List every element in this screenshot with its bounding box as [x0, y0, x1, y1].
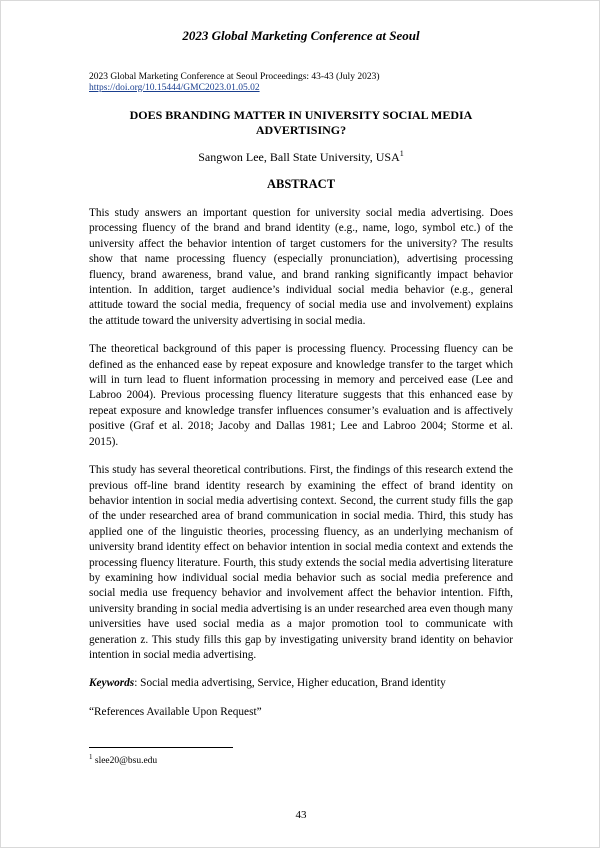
author-line — [89, 149, 513, 165]
abstract-paragraph-2: The theoretical background of this paper is processing fluency. Processing fluency can be defined as the enhanced ease by repeat exposure and knowledge transfer to the target which will in turn lead to fluent information processing in memory and perceived ease (Lee and Labroo 2004). Previous processing fluency literature suggests that this enhanced ease by repeat exposure and knowledge transfer influences consumer’s evaluation and is affectively positive (Graf et al. 2018; Jacoby and Dallas 1981; Lee and Labroo 2004; Storme et al. 2015). — [89, 343, 513, 448]
paper-title-line-1: DOES BRANDING MATTER IN UNIVERSITY SOCIAL MEDIA — [129, 108, 473, 122]
footnote-divider — [89, 747, 233, 748]
footnote-email: slee20@bsu.edu — [92, 756, 158, 766]
abstract-heading: ABSTRACT — [266, 177, 336, 191]
paper-title — [89, 108, 513, 137]
author-name: Sangwon Lee, Ball State University, USA — [198, 150, 400, 164]
references-note: “References Available Upon Request” — [89, 705, 262, 718]
proceedings-citation: 2023 Global Marketing Conference at Seoul Proceedings: 43-43 (July 2023) — [89, 72, 380, 82]
footnote-mark: 1 — [89, 753, 93, 761]
keywords-line — [89, 676, 513, 691]
abstract-paragraph-3: This study has several theoretical contributions. First, the findings of this research extend the previous off-line brand identity research by examining the effect of brand identity on behavior intention in social media advertising context. Second, the current study fills the gap of the under researched area of brand communication in social media. Third, this study has applied one of the linguistic theories, processing fluency, as an underlying mechanism of university brand identity effect on behavior intention in social media context and extends the processing fluency literature. Fourth, this study extends the social media advertising literature by examining how individual social media behavior such as social media preference and social media use frequency behavior and involvement affect the behavior intention. Fifth, university branding in social media advertising is an under researched area even though many universities have used social media as a major promotion tool to communicate with generation z. This study fills this gap by investigating university brand identity on behavior intention in social media advertising. — [89, 464, 513, 661]
page-number: 43 — [295, 809, 307, 821]
running-header: 2023 Global Marketing Conference at Seoul — [182, 28, 420, 43]
doi-link[interactable]: https://doi.org/10.15444/GMC2023.01.05.02 — [89, 83, 260, 93]
author-footnote-mark: 1 — [399, 149, 404, 158]
paper-title-line-2: ADVERTISING? — [255, 122, 347, 137]
keywords-label: Keywords — [89, 677, 135, 690]
proceedings-info — [89, 72, 379, 94]
footnote — [89, 753, 157, 766]
keywords-text: : Social media advertising, Service, Higher education, Brand identity — [134, 677, 446, 690]
abstract-body — [89, 206, 513, 733]
abstract-paragraph-1: This study answers an important question for university social media advertising. Does processing fluency of the brand and brand identity (e.g., name, logo, symbol etc.) of the university affect the behavior intention of target customers for the university? The results show that name processing fluency (especially pronunciation), advertising processing fluency, brand awareness, brand value, and brand ranking significantly impact behavior intention. In addition, target audience’s individual social media behavior (e.g., general attitude toward the social media, frequency of social media use and involvement) explains the attitude toward the university advertising in social media. — [89, 207, 513, 327]
